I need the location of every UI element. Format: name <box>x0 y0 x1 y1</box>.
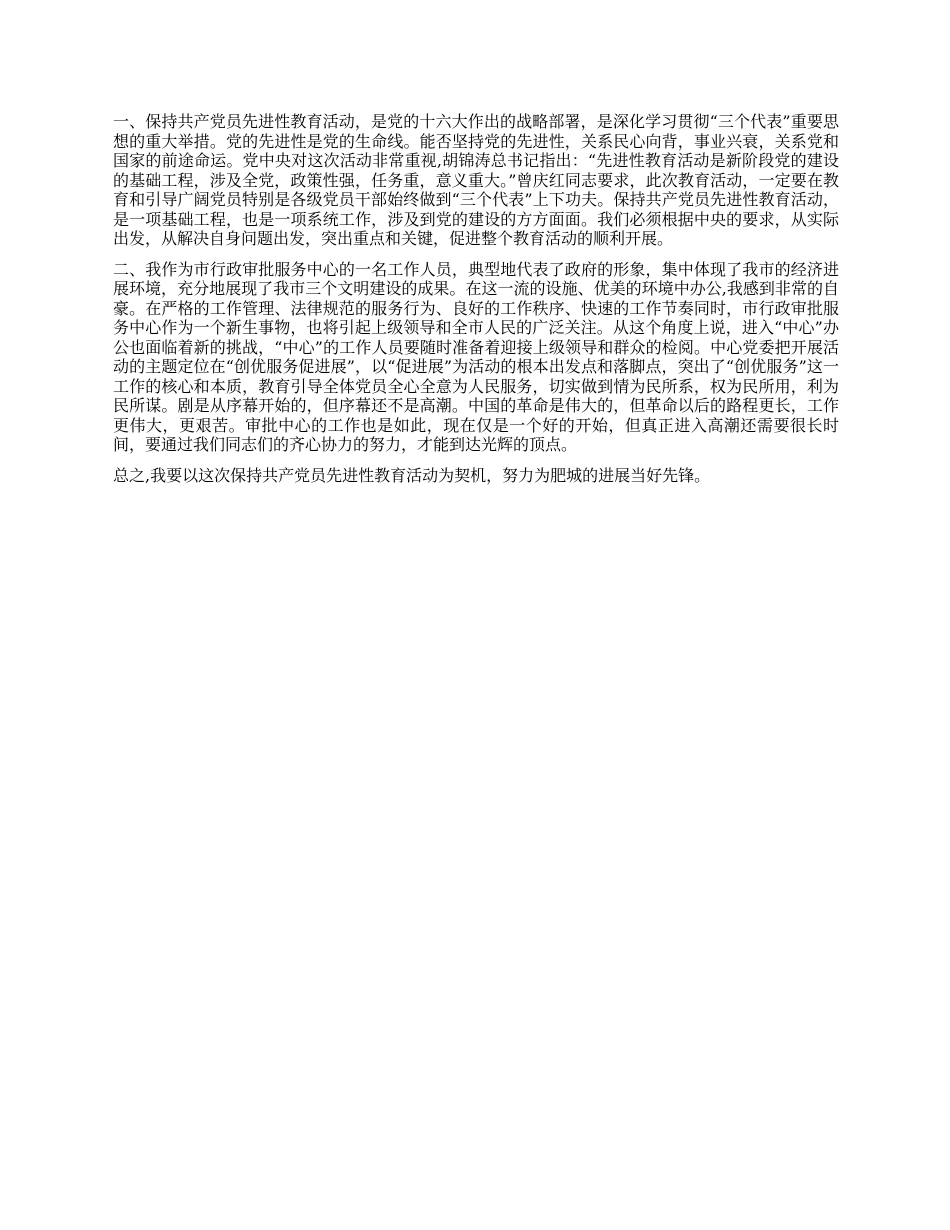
document-page <box>113 112 839 496</box>
paragraph-1: 一、保持共产党员先进性教育活动，是党的十六大作出的战略部署，是深化学习贯彻“三个代表”重要思想的重大举措。党的先进性是党的生命线。能否坚持党的先进性，关系民心向背，事业兴衰，关系党和国家的前途命运。党中央对这次活动非常重视,胡锦涛总书记指出：“先进性教育活动是新阶段党的建设的基础工程，涉及全党，政策性强，任务重，意义重大。”曾庆红同志要求，此次教育活动，一定要在教育和引导广阔党员特别是各级党员干部始终做到“三个代表”上下功夫。保持共产党员先进性教育活动，是一项基础工程，也是一项系统工作，涉及到党的建设的方方面面。我们必须根据中央的要求，从实际出发，从解决自身问题出发，突出重点和关键，促进整个教育活动的顺利开展。 <box>113 112 839 248</box>
paragraph-2: 二、我作为市行政审批服务中心的一名工作人员，典型地代表了政府的形象，集中体现了我市的经济进展环境，充分地展现了我市三个文明建设的成果。在这一流的设施、优美的环境中办公,我感到非常的自豪。在严格的工作管理、法律规范的服务行为、良好的工作秩序、快速的工作节奏同时，市行政审批服务中心作为一个新生事物，也将引起上级领导和全市人民的广泛关注。从这个角度上说，进入“中心”办公也面临着新的挑战，“中心”的工作人员要随时准备着迎接上级领导和群众的检阅。中心党委把开展活动的主题定位在“创优服务促进展”，以“促进展”为活动的根本出发点和落脚点，突出了“创优服务”这一工作的核心和本质，教育引导全体党员全心全意为人民服务，切实做到情为民所系，权为民所用，利为民所谋。剧是从序幕开始的，但序幕还不是高潮。中国的革命是伟大的，但革命以后的路程更长，工作更伟大，更艰苦。审批中心的工作也是如此，现在仅是一个好的开始，但真正进入高潮还需要很长时间，要通过我们同志们的齐心协力的努力，才能到达光辉的顶点。 <box>113 259 839 454</box>
paragraph-3: 总之,我要以这次保持共产党员先进性教育活动为契机，努力为肥城的进展当好先锋。 <box>113 465 711 485</box>
